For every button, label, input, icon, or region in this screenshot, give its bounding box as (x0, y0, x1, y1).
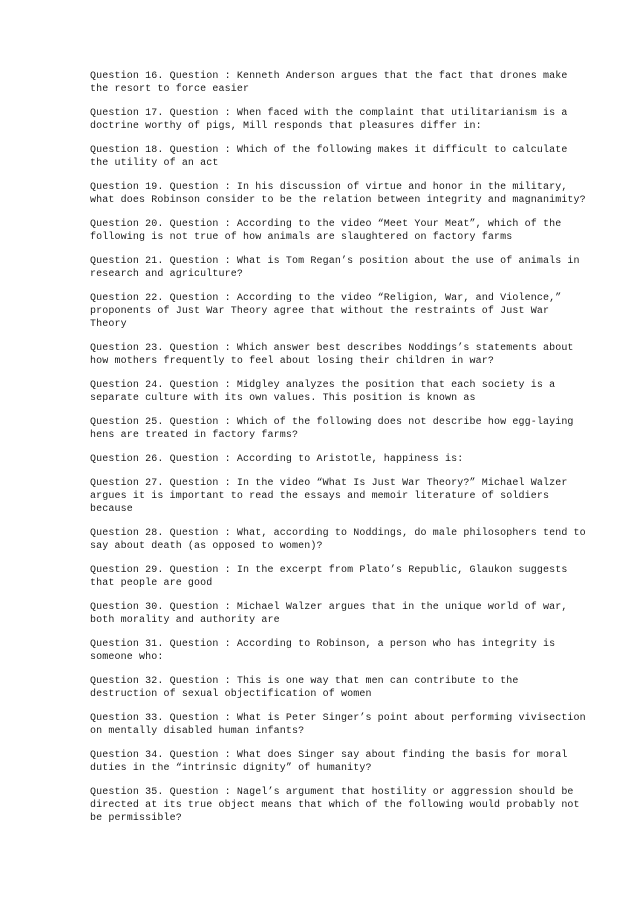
question-21: Question 21. Question : What is Tom Regan’s position about the use of animals in research and agriculture? (90, 256, 580, 280)
question-18: Question 18. Question : Which of the following makes it difficult to calculate the utility of an act (90, 145, 568, 169)
question-20: Question 20. Question : According to the video “Meet Your Meat”, which of the following is not true of how animals are slaughtered on factory farms (90, 219, 562, 243)
question-35: Question 35. Question : Nagel’s argument that hostility or aggression should be directed at its true object means that which of the following would probably not be permissible? (90, 787, 580, 824)
question-29: Question 29. Question : In the excerpt from Plato’s Republic, Glaukon suggests that people are good (90, 565, 568, 589)
question-23: Question 23. Question : Which answer best describes Noddings’s statements about how mothers frequently to feel about losing their children in war? (90, 343, 574, 367)
question-33: Question 33. Question : What is Peter Singer’s point about performing vivisection on mentally disabled human infants? (90, 713, 586, 737)
question-28: Question 28. Question : What, according to Noddings, do male philosophers tend to say about death (as opposed to women)? (90, 528, 586, 552)
question-32: Question 32. Question : This is one way that men can contribute to the destruction of sexual objectification of women (90, 676, 519, 700)
question-24: Question 24. Question : Midgley analyzes the position that each society is a separate culture with its own values. This position is known as (90, 380, 556, 404)
question-34: Question 34. Question : What does Singer say about finding the basis for moral duties in the “intrinsic dignity” of humanity? (90, 750, 568, 774)
question-26: Question 26. Question : According to Aristotle, happiness is: (90, 454, 464, 465)
question-list (90, 70, 590, 836)
question-31: Question 31. Question : According to Robinson, a person who has integrity is someone who: (90, 639, 556, 663)
question-17: Question 17. Question : When faced with the complaint that utilitarianism is a doctrine worthy of pigs, Mill responds that pleasures differ in: (90, 108, 568, 132)
question-19: Question 19. Question : In his discussion of virtue and honor in the military, what does Robinson consider to be the relation between integrity and magnanimity? (90, 182, 586, 206)
question-30: Question 30. Question : Michael Walzer argues that in the unique world of war, both morality and authority are (90, 602, 568, 626)
question-25: Question 25. Question : Which of the following does not describe how egg-laying hens are treated in factory farms? (90, 417, 574, 441)
question-16: Question 16. Question : Kenneth Anderson argues that the fact that drones make the resort to force easier (90, 71, 568, 95)
question-27: Question 27. Question : In the video “What Is Just War Theory?” Michael Walzer argues it is important to read the essays and memoir literature of soldiers because (90, 478, 568, 515)
question-22: Question 22. Question : According to the video “Religion, War, and Violence,” proponents of Just War Theory agree that without the restraints of Just War Theory (90, 293, 562, 330)
